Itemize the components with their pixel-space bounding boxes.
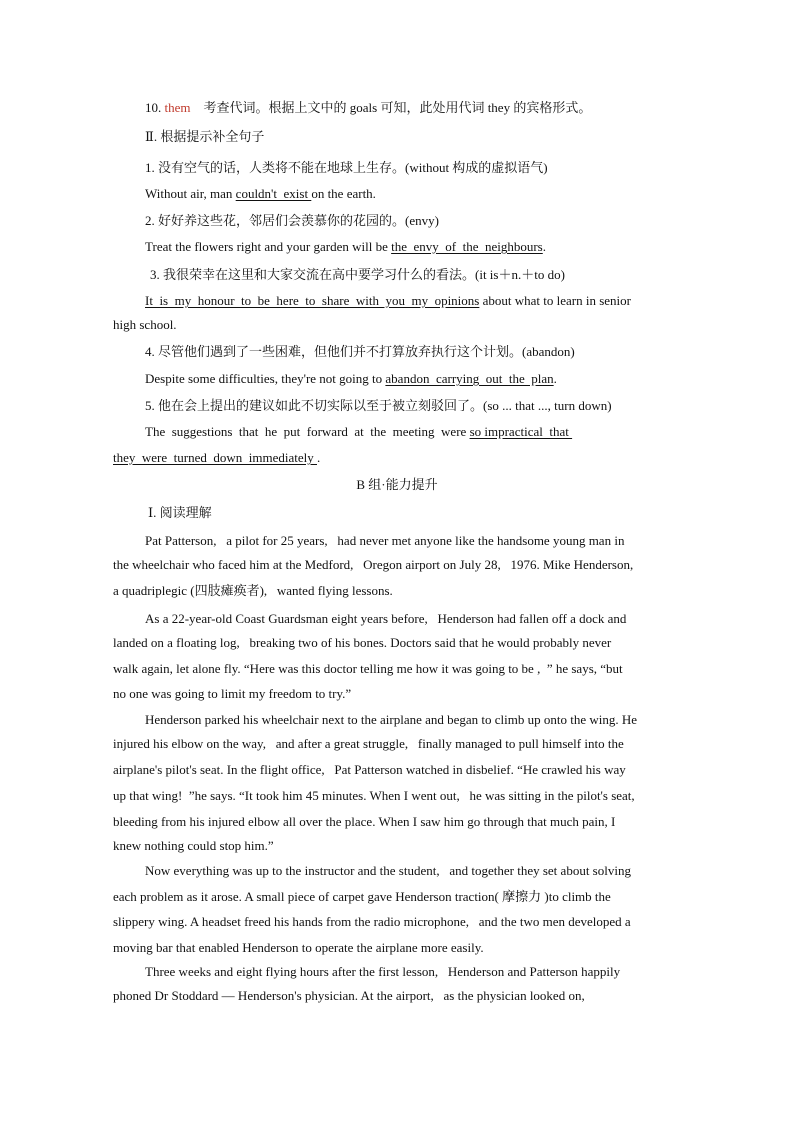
paragraph-1-line-2: the wheelchair who faced him at the Medford, Oregon airport on July 28, 1976. Mike Henderson, <box>113 557 634 572</box>
question-5-answer-cont: they were turned down immediately . <box>113 450 321 465</box>
paragraph-2-line-1: As a 22-year-old Coast Guardsman eight years before, Henderson had fallen off a dock and <box>145 611 627 626</box>
paragraph-3-line-1: Henderson parked his wheelchair next to the airplane and began to climb up onto the wing. He <box>145 712 638 727</box>
paragraph-5-line-2: phoned Dr Stoddard — Henderson's physician. At the airport, as the physician looked on, <box>113 988 585 1003</box>
question-2-chinese: 2. 好好养这些花，邻居们会羡慕你的花园的。(envy) <box>145 213 439 228</box>
answer-word: them <box>164 100 191 115</box>
answer-blank: couldn't exist <box>235 186 312 201</box>
question-3-chinese: 3. 我很荣幸在这里和大家交流在高中要学习什么的看法。(it is＋n.＋to do) <box>150 267 565 282</box>
question-5-chinese: 5. 他在会上提出的建议如此不切实际以至于被立刻驳回了。(so ... that ..., turn down) <box>145 398 612 413</box>
paragraph-3-line-2: injured his elbow on the way, and after a great struggle, finally managed to pull himself into the <box>113 736 624 751</box>
paragraph-4-line-3: slippery wing. A headset freed his hands from the radio microphone, and the two men developed a <box>113 914 631 929</box>
question-5-answer: The suggestions that he put forward at the meeting were so impractical that <box>145 424 573 439</box>
section-heading-reading: Ⅰ. 阅读理解 <box>148 505 212 520</box>
item-number: 10. <box>145 100 165 115</box>
paragraph-5-line-1: Three weeks and eight flying hours after the first lesson, Henderson and Patterson happily <box>145 964 621 979</box>
paragraph-3-line-5: bleeding from his injured elbow all over the place. When I saw him go through that much pain, I <box>113 814 616 829</box>
paragraph-3-line-4: up that wing! ”he says. “It took him 45 minutes. When I went out, he was sitting in the pilot's seat, <box>113 788 635 803</box>
answer-blank: they were turned down immediately <box>113 450 317 465</box>
paragraph-1-line-3: a quadriplegic (四肢瘫痪者), wanted flying lessons. <box>113 583 393 598</box>
paragraph-2-line-4: no one was going to limit my freedom to try.” <box>113 686 352 701</box>
question-4-chinese: 4. 尽管他们遇到了一些困难，但他们并不打算放弃执行这个计划。(abandon) <box>145 344 575 359</box>
answer-blank: so impractical that <box>469 424 573 439</box>
paragraph-1-line-1: Pat Patterson, a pilot for 25 years, had never met anyone like the handsome young man in <box>145 533 625 548</box>
answer-blank: the envy of the neighbours <box>391 239 543 254</box>
answer-item-10 <box>145 100 681 116</box>
paragraph-4-line-4: moving bar that enabled Henderson to operate the airplane more easily. <box>113 940 484 955</box>
answer-blank: It is my honour to be here to share with you my opinions <box>145 293 480 308</box>
paragraph-4-line-2: each problem as it arose. A small piece of carpet gave Henderson traction( 摩擦力 )to climb the <box>113 889 611 904</box>
paragraph-2-line-3: walk again, let alone fly. “Here was this doctor telling me how it was going to be , ” he says, “but <box>113 661 623 676</box>
question-1-chinese: 1. 没有空气的话，人类将不能在地球上生存。(without 构成的虚拟语气) <box>145 160 548 175</box>
paragraph-3-line-6: knew nothing could stop him.” <box>113 838 274 853</box>
question-4-answer: Despite some difficulties, they're not going to abandon carrying out the plan. <box>145 371 557 386</box>
answer-blank: abandon carrying out the plan <box>385 371 554 386</box>
question-3-answer-cont: high school. <box>113 317 177 332</box>
paragraph-4-line-1: Now everything was up to the instructor and the student, and together they set about solving <box>145 863 631 878</box>
question-2-answer: Treat the flowers right and your garden will be the envy of the neighbours. <box>145 239 546 254</box>
answer-note: 考查代词。根据上文中的 goals 可知，此处用代词 they 的宾格形式。 <box>190 100 592 115</box>
group-title: B 组·能力提升 <box>356 477 438 492</box>
question-3-answer: It is my honour to be here to share with you my opinions about what to learn in senior <box>145 293 631 308</box>
question-1-answer: Without air, man couldn't exist on the earth. <box>145 186 376 201</box>
section-heading-2: Ⅱ. 根据提示补全句子 <box>145 129 265 144</box>
paragraph-2-line-2: landed on a floating log, breaking two of his bones. Doctors said that he would probably never <box>113 635 612 650</box>
paragraph-3-line-3: airplane's pilot's seat. In the flight office, Pat Patterson watched in disbelief. “He crawled his way <box>113 762 626 777</box>
